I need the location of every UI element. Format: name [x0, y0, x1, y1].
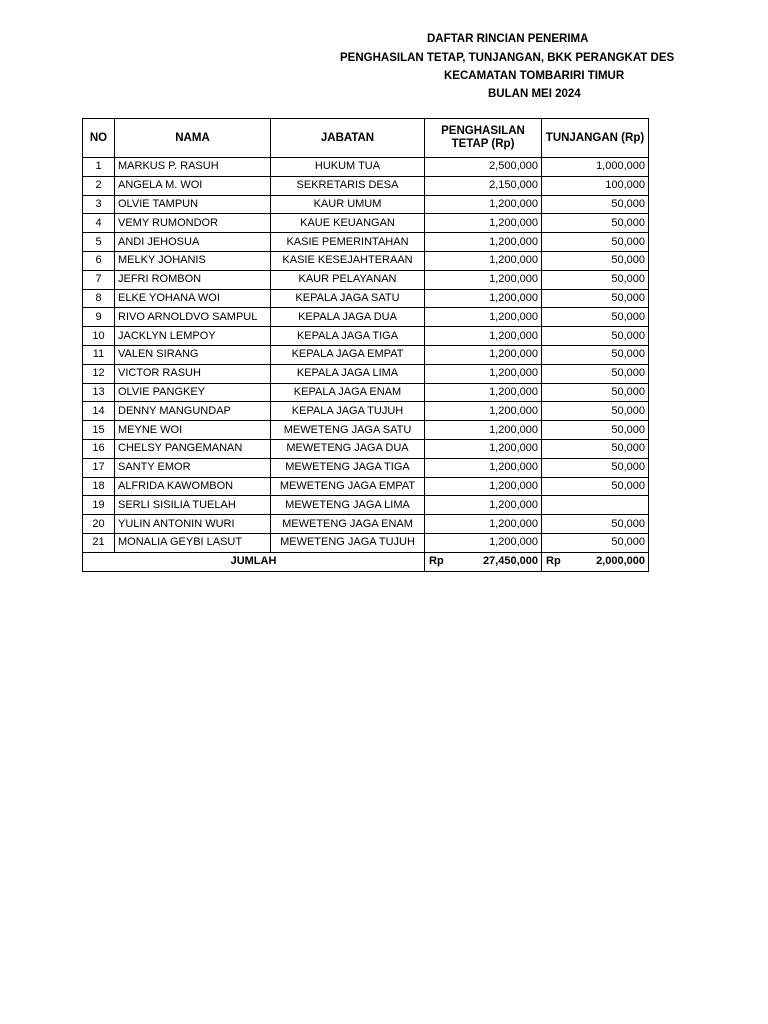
cell-no: 13 — [83, 383, 115, 402]
cell-no: 10 — [83, 327, 115, 346]
cell-nama: ALFRIDA KAWOMBON — [115, 477, 271, 496]
cell-nama: ANDI JEHOSUA — [115, 233, 271, 252]
cell-jabatan: MEWETENG JAGA TIGA — [271, 458, 425, 477]
cell-no: 17 — [83, 458, 115, 477]
cell-jabatan: MEWETENG JAGA SATU — [271, 421, 425, 440]
table-row — [83, 477, 649, 496]
cell-penghasilan: 1,200,000 — [425, 308, 542, 327]
cell-tunjangan: 50,000 — [542, 345, 649, 364]
total-label: JUMLAH — [83, 552, 425, 571]
cell-jabatan: MEWETENG JAGA EMPAT — [271, 477, 425, 496]
header-tunjangan: TUNJANGAN (Rp) — [542, 119, 649, 158]
currency-label: Rp — [546, 554, 561, 567]
cell-no: 19 — [83, 496, 115, 515]
cell-no: 6 — [83, 251, 115, 270]
currency-label: Rp — [429, 554, 444, 567]
cell-tunjangan: 50,000 — [542, 214, 649, 233]
table-row — [83, 289, 649, 308]
cell-tunjangan: 50,000 — [542, 515, 649, 534]
cell-nama: MONALIA GEYBI LASUT — [115, 533, 271, 552]
table-row — [83, 251, 649, 270]
table-row — [83, 158, 649, 177]
cell-tunjangan — [542, 496, 649, 515]
cell-jabatan: KAUE KEUANGAN — [271, 214, 425, 233]
cell-no: 20 — [83, 515, 115, 534]
cell-no: 21 — [83, 533, 115, 552]
table-row — [83, 515, 649, 534]
cell-nama: CHELSY PANGEMANAN — [115, 439, 271, 458]
cell-tunjangan: 100,000 — [542, 176, 649, 195]
cell-penghasilan: 1,200,000 — [425, 195, 542, 214]
cell-nama: YULIN ANTONIN WURI — [115, 515, 271, 534]
table-row — [83, 364, 649, 383]
cell-tunjangan: 50,000 — [542, 308, 649, 327]
total-penghasilan: 27,450,000 — [482, 555, 538, 568]
cell-jabatan: KEPALA JAGA EMPAT — [271, 345, 425, 364]
cell-no: 8 — [83, 289, 115, 308]
cell-tunjangan: 50,000 — [542, 477, 649, 496]
cell-tunjangan: 50,000 — [542, 270, 649, 289]
table-row — [83, 214, 649, 233]
cell-penghasilan: 1,200,000 — [425, 421, 542, 440]
table-row — [83, 496, 649, 515]
cell-jabatan: KEPALA JAGA TIGA — [271, 327, 425, 346]
cell-jabatan: MEWETENG JAGA DUA — [271, 439, 425, 458]
table-row — [83, 308, 649, 327]
cell-tunjangan: 50,000 — [542, 439, 649, 458]
cell-no: 18 — [83, 477, 115, 496]
cell-jabatan: KEPALA JAGA SATU — [271, 289, 425, 308]
total-row — [83, 552, 649, 571]
cell-penghasilan: 1,200,000 — [425, 515, 542, 534]
cell-tunjangan: 50,000 — [542, 233, 649, 252]
cell-penghasilan: 2,150,000 — [425, 176, 542, 195]
table-row — [83, 327, 649, 346]
cell-nama: DENNY MANGUNDAP — [115, 402, 271, 421]
total-tunjangan: 2,000,000 — [596, 555, 645, 568]
cell-nama: OLVIE PANGKEY — [115, 383, 271, 402]
cell-nama: RIVO ARNOLDVO SAMPUL — [115, 308, 271, 327]
table-footer — [83, 552, 649, 571]
header-nama: NAMA — [115, 119, 271, 158]
total-tunjangan-cell — [542, 552, 649, 571]
cell-jabatan: KAUR UMUM — [271, 195, 425, 214]
cell-no: 16 — [83, 439, 115, 458]
cell-jabatan: KEPALA JAGA DUA — [271, 308, 425, 327]
table-row — [83, 270, 649, 289]
cell-nama: SERLI SISILIA TUELAH — [115, 496, 271, 515]
table-row — [83, 176, 649, 195]
table-row — [83, 233, 649, 252]
header-jabatan: JABATAN — [271, 119, 425, 158]
cell-nama: MEYNE WOI — [115, 421, 271, 440]
cell-nama: VICTOR RASUH — [115, 364, 271, 383]
cell-penghasilan: 1,200,000 — [425, 251, 542, 270]
cell-jabatan: MEWETENG JAGA TUJUH — [271, 533, 425, 552]
cell-no: 1 — [83, 158, 115, 177]
table-row — [83, 421, 649, 440]
cell-no: 4 — [83, 214, 115, 233]
cell-jabatan: KASIE PEMERINTAHAN — [271, 233, 425, 252]
cell-tunjangan: 50,000 — [542, 402, 649, 421]
cell-tunjangan: 50,000 — [542, 195, 649, 214]
cell-no: 2 — [83, 176, 115, 195]
table-row — [83, 533, 649, 552]
cell-nama: OLVIE TAMPUN — [115, 195, 271, 214]
cell-tunjangan: 50,000 — [542, 364, 649, 383]
cell-no: 3 — [83, 195, 115, 214]
table-header — [83, 119, 649, 158]
table-body — [83, 158, 649, 553]
cell-nama: JEFRI ROMBON — [115, 270, 271, 289]
table-row — [83, 439, 649, 458]
recipients-table — [82, 118, 649, 572]
cell-penghasilan: 1,200,000 — [425, 327, 542, 346]
cell-penghasilan: 1,200,000 — [425, 270, 542, 289]
cell-tunjangan: 50,000 — [542, 383, 649, 402]
cell-tunjangan: 1,000,000 — [542, 158, 649, 177]
header-no: NO — [83, 119, 115, 158]
cell-jabatan: KAUR PELAYANAN — [271, 270, 425, 289]
cell-no: 9 — [83, 308, 115, 327]
cell-no: 7 — [83, 270, 115, 289]
cell-no: 15 — [83, 421, 115, 440]
cell-jabatan: HUKUM TUA — [271, 158, 425, 177]
cell-tunjangan: 50,000 — [542, 421, 649, 440]
table-row — [83, 458, 649, 477]
table-row — [83, 195, 649, 214]
cell-nama: VEMY RUMONDOR — [115, 214, 271, 233]
cell-tunjangan: 50,000 — [542, 289, 649, 308]
header-penghasilan: PENGHASILAN TETAP (Rp) — [425, 119, 542, 158]
title-line-3: KECAMATAN TOMBARIRI TIMUR — [444, 70, 625, 82]
cell-jabatan: KEPALA JAGA TUJUH — [271, 402, 425, 421]
cell-tunjangan: 50,000 — [542, 458, 649, 477]
cell-jabatan: MEWETENG JAGA ENAM — [271, 515, 425, 534]
cell-no: 5 — [83, 233, 115, 252]
cell-penghasilan: 2,500,000 — [425, 158, 542, 177]
table-row — [83, 345, 649, 364]
cell-nama: MELKY JOHANIS — [115, 251, 271, 270]
title-line-1: DAFTAR RINCIAN PENERIMA — [427, 33, 589, 45]
cell-penghasilan: 1,200,000 — [425, 214, 542, 233]
title-line-2: PENGHASILAN TETAP, TUNJANGAN, BKK PERANGKAT DES — [340, 52, 675, 64]
cell-penghasilan: 1,200,000 — [425, 496, 542, 515]
table-row — [83, 383, 649, 402]
cell-tunjangan: 50,000 — [542, 533, 649, 552]
cell-tunjangan: 50,000 — [542, 327, 649, 346]
cell-penghasilan: 1,200,000 — [425, 477, 542, 496]
cell-penghasilan: 1,200,000 — [425, 289, 542, 308]
cell-jabatan: KEPALA JAGA LIMA — [271, 364, 425, 383]
cell-penghasilan: 1,200,000 — [425, 439, 542, 458]
title-line-4: BULAN MEI 2024 — [488, 88, 581, 100]
cell-tunjangan: 50,000 — [542, 251, 649, 270]
cell-jabatan: SEKRETARIS DESA — [271, 176, 425, 195]
cell-jabatan: KASIE KESEJAHTERAAN — [271, 251, 425, 270]
cell-penghasilan: 1,200,000 — [425, 458, 542, 477]
cell-nama: ANGELA M. WOI — [115, 176, 271, 195]
cell-nama: ELKE YOHANA WOI — [115, 289, 271, 308]
cell-no: 11 — [83, 345, 115, 364]
cell-jabatan: KEPALA JAGA ENAM — [271, 383, 425, 402]
cell-penghasilan: 1,200,000 — [425, 533, 542, 552]
cell-no: 14 — [83, 402, 115, 421]
cell-jabatan: MEWETENG JAGA LIMA — [271, 496, 425, 515]
cell-penghasilan: 1,200,000 — [425, 402, 542, 421]
cell-no: 12 — [83, 364, 115, 383]
table-row — [83, 402, 649, 421]
cell-penghasilan: 1,200,000 — [425, 383, 542, 402]
total-penghasilan-cell — [425, 552, 542, 571]
cell-nama: VALEN SIRANG — [115, 345, 271, 364]
cell-penghasilan: 1,200,000 — [425, 233, 542, 252]
cell-nama: JACKLYN LEMPOY — [115, 327, 271, 346]
cell-penghasilan: 1,200,000 — [425, 364, 542, 383]
cell-penghasilan: 1,200,000 — [425, 345, 542, 364]
cell-nama: SANTY EMOR — [115, 458, 271, 477]
cell-nama: MARKUS P. RASUH — [115, 158, 271, 177]
